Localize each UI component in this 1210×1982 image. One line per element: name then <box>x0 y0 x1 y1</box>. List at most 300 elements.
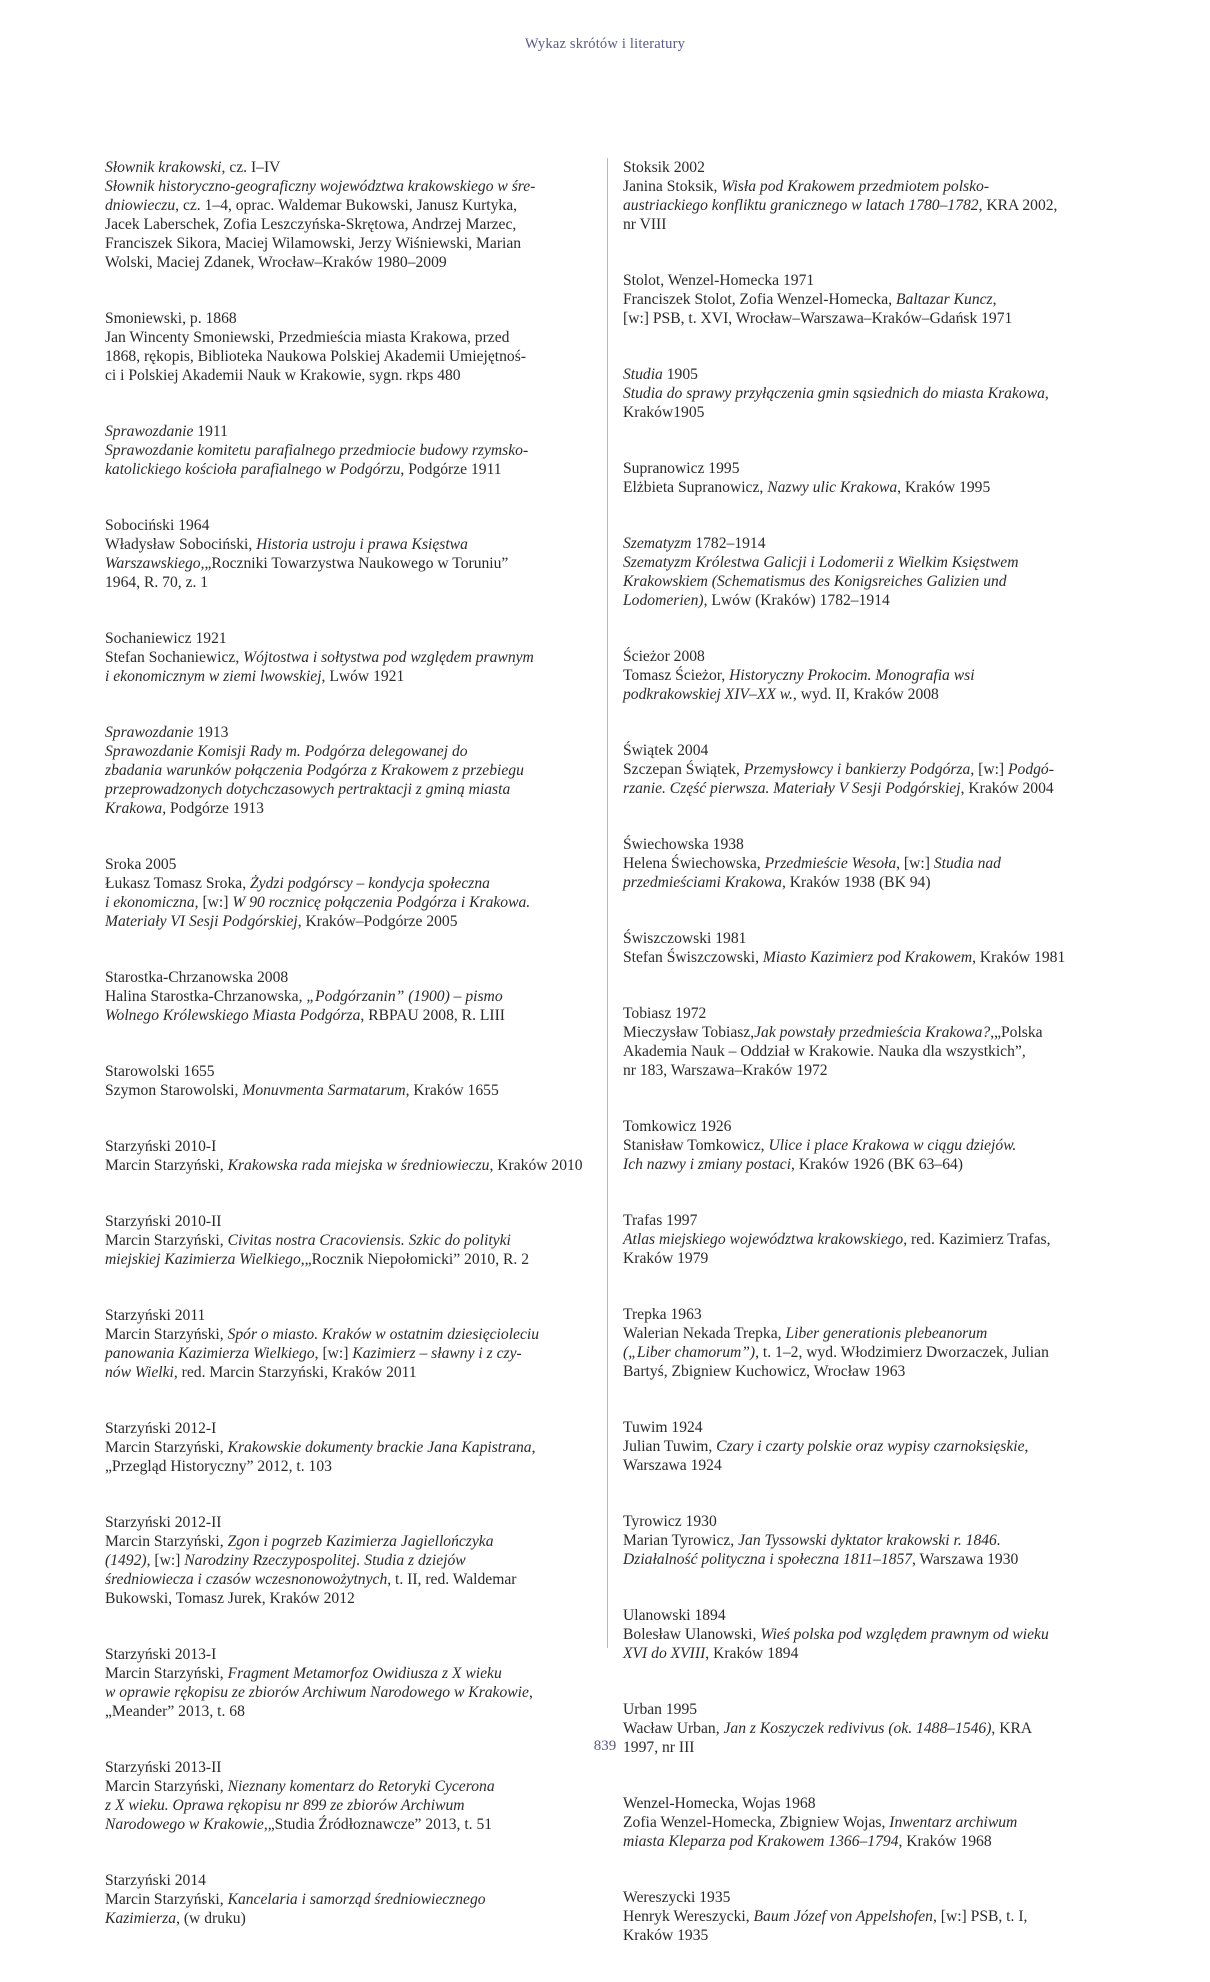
italic-text: Nazwy ulic Krakowa <box>767 479 898 496</box>
entry-citation-line <box>105 1250 591 1269</box>
italic-text: W 90 rocznicę połączenia Podgórza i Krakowa. <box>232 894 531 911</box>
italic-text: austriackiego konfliktu granicznego w latach 1780–1782 <box>623 197 979 214</box>
entry-citation-line <box>105 215 591 234</box>
text: Starzyński 2012-II <box>105 1514 222 1531</box>
entry-citation-line <box>623 1907 1106 1926</box>
text: Marcin Starzyński, <box>105 1439 228 1456</box>
entry-citation-line <box>623 384 1106 403</box>
text: Helena Świechowska, <box>623 855 765 872</box>
text: Marcin Starzyński, <box>105 1157 228 1174</box>
entry-citation-line <box>105 535 591 554</box>
text: Franciszek Stolot, Zofia Wenzel-Homecka, <box>623 291 896 308</box>
entry-citation-line <box>105 987 591 1006</box>
entry-citation-line <box>623 854 1106 873</box>
entry-citation-line <box>105 1702 591 1721</box>
bibliography-entry <box>105 1212 591 1269</box>
text: Świechowska 1938 <box>623 836 744 853</box>
entry-abbreviation <box>105 1419 591 1438</box>
entry-citation-line <box>105 1570 591 1589</box>
entry-citation-line <box>623 1061 1106 1080</box>
text: , Kraków 1655 <box>405 1082 499 1099</box>
entry-abbreviation <box>105 1306 591 1325</box>
bibliography-entry <box>623 929 1106 967</box>
text: Marcin Starzyński, <box>105 1778 228 1795</box>
italic-text: Atlas miejskiego województwa krakowskiego <box>623 1231 904 1248</box>
italic-text: Słownik historyczno-geograficzny województwa krakowskiego w śre- <box>105 178 536 195</box>
italic-text: Krakowskie dokumenty brackie Jana Kapistrana <box>227 1439 532 1456</box>
entry-citation-line <box>623 1230 1106 1249</box>
italic-text: Historia ustroju i prawa Księstwa <box>256 536 468 553</box>
entry-citation-line <box>105 1796 591 1815</box>
running-header: Wykaz skrótów i literatury <box>524 36 686 52</box>
text: ,„Polska <box>990 1024 1043 1041</box>
text: Szczepan Świątek, <box>623 761 744 778</box>
text: , Kraków 2010 <box>489 1157 583 1174</box>
entry-abbreviation <box>623 929 1106 948</box>
italic-text: Jan Tyssowski dyktator krakowski r. 1846. <box>738 1532 1001 1549</box>
italic-text: Ulice i place Krakowa w ciągu dziejów. <box>768 1137 1017 1154</box>
italic-text: Lodomerien) <box>623 592 704 609</box>
bibliography-entry <box>623 1004 1106 1080</box>
entry-abbreviation <box>105 422 591 441</box>
text: , <box>1044 385 1049 402</box>
text: Bartyś, Zbigniew Kuchowicz, Wrocław 1963 <box>623 1363 906 1380</box>
text: 1913 <box>193 724 229 741</box>
bibliography-entry <box>105 1758 591 1834</box>
italic-text: Baltazar Kuncz <box>896 291 993 308</box>
entry-citation-line <box>105 1457 591 1476</box>
text: , (w druku) <box>176 1910 246 1927</box>
entry-citation-line <box>623 1136 1106 1155</box>
italic-text: Kancelaria i samorząd średniowiecznego <box>227 1891 486 1908</box>
bibliography-entry <box>623 835 1106 892</box>
text: , t. 1–2, wyd. Włodzimierz Dworzaczek, Julian <box>755 1344 1049 1361</box>
text: Wolski, Maciej Zdanek, Wrocław–Kraków 1980–2009 <box>105 254 447 271</box>
italic-text: Jan z Koszyczek redivivus (ok. 1488–1546) <box>723 1720 992 1737</box>
entry-citation-line <box>623 1456 1106 1475</box>
text: Starzyński 2013-I <box>105 1646 217 1663</box>
text: Kraków1905 <box>623 404 705 421</box>
text: Trepka 1963 <box>623 1306 702 1323</box>
text: , Kraków–Podgórze 2005 <box>297 913 458 930</box>
text: 1911 <box>193 423 228 440</box>
entry-citation-line <box>105 1815 591 1834</box>
entry-citation-line <box>105 328 591 347</box>
entry-citation-line <box>623 1550 1106 1569</box>
italic-text: Kazimierz – sławny i z czy- <box>352 1345 522 1362</box>
text: Marcin Starzyński, <box>105 1891 228 1908</box>
entry-citation-line <box>623 1324 1106 1343</box>
entry-abbreviation <box>623 1512 1106 1531</box>
entry-citation-line <box>623 1644 1106 1663</box>
text: , <box>1024 1438 1029 1455</box>
italic-text: Sprawozdanie <box>105 423 194 440</box>
entry-citation-line <box>623 196 1106 215</box>
entry-citation-line <box>623 873 1106 892</box>
entry-citation-line <box>105 573 591 592</box>
text: Tomasz Ścieżor, <box>623 667 730 684</box>
bibliography-entry <box>623 1117 1106 1174</box>
entry-citation-line <box>623 1531 1106 1550</box>
italic-text: Szematyzm Królestwa Galicji i Lodomerii z Wielkim Księstwem <box>623 554 1019 571</box>
entry-citation-line <box>105 1231 591 1250</box>
text: ,„Rocznik Niepołomicki” 2010, R. 2 <box>300 1251 529 1268</box>
entry-citation-line <box>623 553 1106 572</box>
text: Starowolski 1655 <box>105 1063 215 1080</box>
entry-citation-line <box>623 760 1106 779</box>
italic-text: Historyczny Prokocim. Monografia wsi <box>729 667 975 684</box>
text: Sroka 2005 <box>105 856 177 873</box>
italic-text: Fragment Metamorfoz Owidiusza z X wieku <box>227 1665 502 1682</box>
text: Franciszek Sikora, Maciej Wilamowski, Jerzy Wiśniewski, Marian <box>105 235 522 252</box>
italic-text: przeprowadzonych dotychczasowych pertraktacji z gminą miasta <box>105 781 511 798</box>
entry-citation-line <box>105 1909 591 1928</box>
bibliography-entry <box>105 1645 591 1721</box>
text: 1997, nr III <box>623 1739 695 1756</box>
text: , wyd. II, Kraków 2008 <box>792 686 939 703</box>
italic-text: Czary i czarty polskie oraz wypisy czarnoksięskie <box>716 1438 1025 1455</box>
italic-text: Studia <box>623 366 663 383</box>
italic-text: „Podgórzanin” (1900) – pismo <box>306 988 503 1005</box>
italic-text: Sprawozdanie komitetu parafialnego przedmiocie budowy rzymsko- <box>105 442 529 459</box>
italic-text: miejskiej Kazimierza Wielkiego <box>105 1251 301 1268</box>
entry-citation-line <box>623 1362 1106 1381</box>
text: Tuwim 1924 <box>623 1419 703 1436</box>
bibliography-entry <box>105 1062 591 1100</box>
entry-citation-line <box>623 177 1106 196</box>
text: Bolesław Ulanowski, <box>623 1626 761 1643</box>
text: Szymon Starowolski, <box>105 1082 243 1099</box>
bibliography-entry <box>623 534 1106 610</box>
entry-citation-line <box>105 1344 591 1363</box>
entry-abbreviation <box>105 629 591 648</box>
bibliography-entry <box>623 1888 1106 1945</box>
entry-citation-line <box>105 1156 591 1175</box>
entry-abbreviation <box>105 1758 591 1777</box>
text: , <box>528 1684 533 1701</box>
entry-abbreviation <box>623 1794 1106 1813</box>
entry-abbreviation <box>623 1117 1106 1136</box>
entry-citation-line <box>105 554 591 573</box>
italic-text: Monuvmenta Sarmatarum <box>242 1082 406 1099</box>
bibliography-entry <box>623 647 1106 704</box>
column-divider <box>607 158 608 1648</box>
entry-citation-line <box>623 1832 1106 1851</box>
text: Starzyński 2013-II <box>105 1759 222 1776</box>
entry-citation-line <box>105 441 591 460</box>
text: Zofia Wenzel-Homecka, Zbigniew Wojas, <box>623 1814 890 1831</box>
text: Mieczysław Tobiasz, <box>623 1024 755 1041</box>
italic-text: (1492) <box>105 1552 147 1569</box>
italic-text: i ekonomicznym w ziemi lwowskiej <box>105 668 322 685</box>
entry-citation-line <box>623 1625 1106 1644</box>
text: , <box>992 291 997 308</box>
text: Starzyński 2010-I <box>105 1138 217 1155</box>
bibliography-entry <box>105 309 591 385</box>
bibliography-entry <box>105 158 591 272</box>
entry-citation-line <box>105 648 591 667</box>
text: „Meander” 2013, t. 68 <box>105 1703 245 1720</box>
entry-citation-line <box>623 1343 1106 1362</box>
bibliography-entry <box>105 1513 591 1608</box>
text: Stefan Sochaniewicz, <box>105 649 244 666</box>
entry-abbreviation <box>105 1062 591 1081</box>
text: , KRA 2002, <box>978 197 1058 214</box>
italic-text: Krakowa <box>105 800 163 817</box>
entry-abbreviation <box>105 855 591 874</box>
italic-text: dniowieczu <box>105 197 176 214</box>
text: Świszczowski 1981 <box>623 930 747 947</box>
italic-text: katolickiego kościoła parafialnego w Podgórzu <box>105 461 401 478</box>
entry-citation-line <box>623 309 1106 328</box>
italic-text: panowania Kazimierza Wielkiego <box>105 1345 315 1362</box>
italic-text: Ich nazwy i zmiany postaci <box>623 1156 792 1173</box>
text: Marcin Starzyński, <box>105 1232 228 1249</box>
text: 1905 <box>662 366 698 383</box>
text: Marcin Starzyński, <box>105 1326 228 1343</box>
text: Stefan Świszczowski, <box>623 949 763 966</box>
text: , <box>531 1439 536 1456</box>
italic-text: XVI do XVIII <box>623 1645 706 1662</box>
bibliography-entry <box>105 1137 591 1175</box>
entry-abbreviation <box>623 365 1106 384</box>
italic-text: Spór o miasto. Kraków w ostatnim dziesięcioleciu <box>227 1326 539 1343</box>
text: , red. Kazimierz Trafas, <box>903 1231 1051 1248</box>
entry-citation-line <box>105 1589 591 1608</box>
entry-citation-line <box>623 1813 1106 1832</box>
italic-text: Studia do sprawy przyłączenia gmin sąsiednich do miasta Krakowa <box>623 385 1045 402</box>
bibliography-entry <box>105 1871 591 1928</box>
text: Stanisław Tomkowicz, <box>623 1137 769 1154</box>
text: Marcin Starzyński, <box>105 1665 228 1682</box>
italic-text: Działalność polityczna i społeczna 1811–1857 <box>623 1551 913 1568</box>
bibliography-entry <box>105 1306 591 1382</box>
italic-text: Szematyzm <box>623 535 692 552</box>
text: Wacław Urban, <box>623 1720 724 1737</box>
entry-citation-line <box>105 780 591 799</box>
entry-citation-line <box>105 1777 591 1796</box>
entry-citation-line <box>105 1890 591 1909</box>
text: , [w:] PSB, t. I, <box>932 1908 1028 1925</box>
entry-abbreviation <box>105 968 591 987</box>
entry-citation-line <box>623 478 1106 497</box>
text: ci i Polskiej Akademii Nauk w Krakowie, sygn. rkps 480 <box>105 367 461 384</box>
text: Tobiasz 1972 <box>623 1005 707 1022</box>
text: , KRA <box>991 1720 1033 1737</box>
entry-citation-line <box>623 290 1106 309</box>
entry-abbreviation <box>105 1137 591 1156</box>
entry-abbreviation <box>623 835 1106 854</box>
entry-citation-line <box>105 177 591 196</box>
entry-citation-line <box>105 1006 591 1025</box>
italic-text: Jak powstały przedmieścia Krakowa? <box>754 1024 991 1041</box>
bibliography-entry <box>623 1211 1106 1268</box>
entry-citation-line <box>623 1023 1106 1042</box>
entry-citation-line <box>623 1926 1106 1945</box>
italic-text: Podgó- <box>1008 761 1054 778</box>
entry-citation-line <box>105 196 591 215</box>
entry-citation-line <box>623 779 1106 798</box>
italic-text: („Liber chamorum”) <box>623 1344 756 1361</box>
entry-abbreviation <box>623 741 1106 760</box>
bibliography-entry <box>623 158 1106 234</box>
text: Sochaniewicz 1921 <box>105 630 227 647</box>
entry-citation-line <box>623 948 1106 967</box>
italic-text: Wójtostwa i sołtystwa pod względem prawnym <box>243 649 534 666</box>
italic-text: Krakowska rada miejska w średniowieczu <box>227 1157 490 1174</box>
entry-citation-line <box>105 366 591 385</box>
text: Starzyński 2014 <box>105 1872 206 1889</box>
text: 1868, rękopis, Biblioteka Naukowa Polskiej Akademii Umiejętnoś- <box>105 348 526 365</box>
text: Akademia Nauk – Oddział w Krakowie. Nauka dla wszystkich”, <box>623 1043 1026 1060</box>
text: Smoniewski, p. 1868 <box>105 310 237 327</box>
text: , cz. I–IV <box>221 159 281 176</box>
italic-text: Nieznany komentarz do Retoryki Cycerona <box>227 1778 495 1795</box>
entry-citation-line <box>105 874 591 893</box>
text: Wereszycki 1935 <box>623 1889 731 1906</box>
page-number: 839 <box>593 1738 617 1754</box>
bibliography-entry <box>623 459 1106 497</box>
italic-text: w oprawie rękopisu ze zbiorów Archiwum Narodowego w Krakowie <box>105 1684 529 1701</box>
text: , Kraków 1981 <box>972 949 1066 966</box>
text: , [w:] <box>146 1552 185 1569</box>
italic-text: Narodowego w Krakowie <box>105 1816 264 1833</box>
bibliography-entry <box>623 271 1106 328</box>
italic-text: Słownik krakowski <box>105 159 222 176</box>
text: Julian Tuwim, <box>623 1438 717 1455</box>
entry-abbreviation <box>105 309 591 328</box>
italic-text: Miasto Kazimierz pod Krakowem <box>762 949 973 966</box>
text: ,„Studia Źródłoznawcze” 2013, t. 51 <box>263 1816 493 1833</box>
italic-text: Przedmieście Wesoła <box>764 855 897 872</box>
entry-citation-line <box>623 403 1106 422</box>
bibliography-entry <box>105 629 591 686</box>
text: Tomkowicz 1926 <box>623 1118 732 1135</box>
entry-citation-line <box>105 761 591 780</box>
text: , Kraków 1968 <box>898 1833 992 1850</box>
entry-citation-line <box>623 572 1106 591</box>
text: Marcin Starzyński, <box>105 1533 228 1550</box>
text: Starzyński 2011 <box>105 1307 206 1324</box>
entry-abbreviation <box>105 516 591 535</box>
text: nr VIII <box>623 216 667 233</box>
text: Walerian Nekada Trepka, <box>623 1325 786 1342</box>
text: Halina Starostka-Chrzanowska, <box>105 988 307 1005</box>
italic-text: średniowiecza i czasów wczesnonowożytnych <box>105 1571 388 1588</box>
italic-text: z X wieku. Oprawa rękopisu nr 899 ze zbiorów Archiwum <box>105 1797 465 1814</box>
italic-text: Materiały VI Sesji Podgórskiej <box>105 913 298 930</box>
bibliography-entry <box>105 723 591 818</box>
entry-abbreviation <box>623 1700 1106 1719</box>
entry-citation-line <box>623 1719 1106 1738</box>
italic-text: i ekonomiczna <box>105 894 195 911</box>
italic-text: Sprawozdanie <box>105 724 194 741</box>
text: „Przegląd Historyczny” 2012, t. 103 <box>105 1458 332 1475</box>
text: , Podgórze 1911 <box>400 461 502 478</box>
entry-citation-line <box>105 1438 591 1457</box>
entry-citation-line <box>105 742 591 761</box>
italic-text: Liber generationis plebeanorum <box>785 1325 988 1342</box>
italic-text: Wisła pod Krakowem przedmiotem polsko- <box>721 178 990 195</box>
italic-text: Inwentarz archiwum <box>889 1814 1018 1831</box>
text: Władysław Sobociński, <box>105 536 257 553</box>
text: , [w:] <box>194 894 233 911</box>
text: 1782–1914 <box>691 535 766 552</box>
text: Tyrowicz 1930 <box>623 1513 717 1530</box>
text: [w:] PSB, t. XVI, Wrocław–Warszawa–Kraków–Gdańsk 1971 <box>623 310 1013 327</box>
bibliography-entry <box>105 516 591 592</box>
entry-abbreviation <box>623 1305 1106 1324</box>
text: , Lwów (Kraków) 1782–1914 <box>703 592 890 609</box>
text: , RBPAU 2008, R. LIII <box>360 1007 505 1024</box>
text: Supranowicz 1995 <box>623 460 740 477</box>
entry-citation-line <box>105 912 591 931</box>
text: Urban 1995 <box>623 1701 698 1718</box>
italic-text: Wolnego Królewskiego Miasta Podgórza <box>105 1007 361 1024</box>
text: Warszawa 1924 <box>623 1457 722 1474</box>
entry-abbreviation <box>623 1606 1106 1625</box>
text: Jan Wincenty Smoniewski, Przedmieścia miasta Krakowa, przed <box>105 329 510 346</box>
text: Elżbieta Supranowicz, <box>623 479 768 496</box>
bibliography-column-left <box>105 158 591 1965</box>
bibliography-entry <box>623 1305 1106 1381</box>
italic-text: Civitas nostra Cracoviensis. Szkic do polityki <box>227 1232 511 1249</box>
bibliography-entry <box>623 1606 1106 1663</box>
text: Bukowski, Tomasz Jurek, Kraków 2012 <box>105 1590 355 1607</box>
entry-citation-line <box>105 799 591 818</box>
entry-abbreviation <box>105 1645 591 1664</box>
italic-text: Sprawozdanie Komisji Rady m. Podgórza delegowanej do <box>105 743 468 760</box>
entry-citation-line <box>105 1532 591 1551</box>
entry-citation-line <box>105 1551 591 1570</box>
bibliography-entry <box>623 1512 1106 1569</box>
text: , cz. 1–4, oprac. Waldemar Bukowski, Janusz Kurtyka, <box>175 197 518 214</box>
bibliography-entry <box>105 422 591 479</box>
text: Henryk Wereszycki, <box>623 1908 754 1925</box>
entry-abbreviation <box>105 1513 591 1532</box>
bibliography-entry <box>623 741 1106 798</box>
text: Wenzel-Homecka, Wojas 1968 <box>623 1795 816 1812</box>
entry-citation-line <box>623 1249 1106 1268</box>
italic-text: Krakowskiem (Schematismus des Konigsreiches Galizien und <box>623 573 1007 590</box>
entry-abbreviation <box>623 271 1106 290</box>
text: Ścieżor 2008 <box>623 648 705 665</box>
text: , Kraków 1995 <box>897 479 991 496</box>
entry-citation-line <box>623 666 1106 685</box>
entry-abbreviation <box>623 1888 1106 1907</box>
bibliography-entry <box>105 855 591 931</box>
italic-text: Zgon i pogrzeb Kazimierza Jagiellończyka <box>227 1533 494 1550</box>
text: , Kraków 1926 (BK 63–64) <box>791 1156 963 1173</box>
entry-abbreviation <box>623 1004 1106 1023</box>
italic-text: Studia nad <box>933 855 1001 872</box>
entry-abbreviation <box>623 1418 1106 1437</box>
text: , Kraków 2004 <box>960 780 1054 797</box>
text: , Podgórze 1913 <box>162 800 264 817</box>
text: Starostka-Chrzanowska 2008 <box>105 969 289 986</box>
entry-citation-line <box>105 1325 591 1344</box>
entry-citation-line <box>105 1664 591 1683</box>
entry-citation-line <box>623 1437 1106 1456</box>
italic-text: rzanie. Część pierwsza. Materiały V Sesji Podgórskiej <box>623 780 961 797</box>
bibliography-entry <box>623 365 1106 422</box>
entry-citation-line <box>105 1683 591 1702</box>
entry-abbreviation <box>105 1871 591 1890</box>
bibliography-entry <box>105 1419 591 1476</box>
entry-citation-line <box>623 685 1106 704</box>
text: Marian Tyrowicz, <box>623 1532 739 1549</box>
text: , [w:] <box>896 855 934 872</box>
